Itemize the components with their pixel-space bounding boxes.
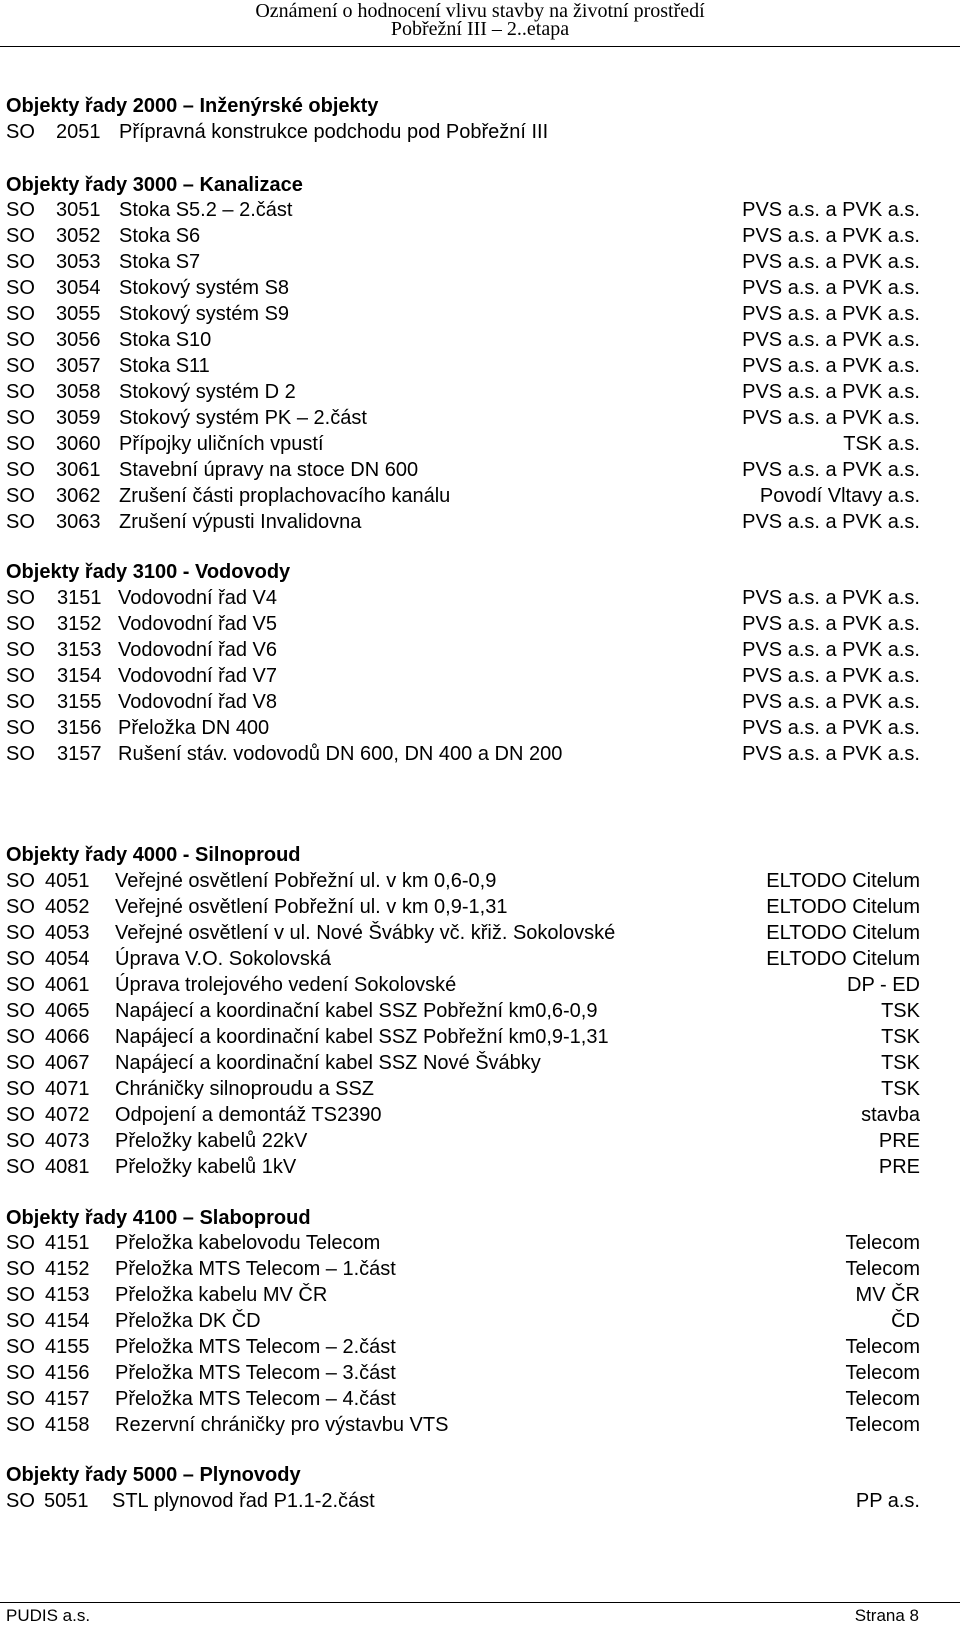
list-item [6,998,920,1025]
section-title: Objekty řady 4000 - Silnoproud [6,844,301,866]
investor: PVS a.s. a PVK a.s. [742,277,920,299]
investor: PP a.s. [855,1490,920,1512]
so-label: SO [6,1362,35,1384]
so-label: SO [6,1156,35,1178]
object-name: Odpojení a demontáž TS2390 [115,1104,382,1126]
investor: PVS a.s. a PVK a.s. [742,329,920,351]
list-item [6,457,920,484]
object-name: Přípravná konstrukce podchodu pod Pobřežní III [119,121,549,143]
so-label: SO [6,691,35,713]
so-label: SO [6,329,35,351]
object-number: 4156 [45,1362,90,1384]
list-item [6,353,920,380]
investor: PVS a.s. a PVK a.s. [742,225,920,247]
investor: PRE [878,1156,920,1178]
object-name: Rezervní chráničky pro výstavbu VTS [115,1414,449,1436]
investor: PVS a.s. a PVK a.s. [742,743,920,765]
investor: PVS a.s. a PVK a.s. [742,251,920,273]
so-label: SO [6,1052,35,1074]
object-number: 5051 [44,1490,89,1512]
investor: Telecom [845,1388,920,1410]
so-label: SO [6,870,35,892]
list-item [6,1386,920,1413]
investor: PVS a.s. a PVK a.s. [742,381,920,403]
so-label: SO [6,225,35,247]
object-number: 3155 [57,691,102,713]
object-number: 4151 [45,1232,90,1254]
so-label: SO [6,922,35,944]
object-name: Přeložka DN 400 [118,717,270,739]
list-item [6,663,920,690]
object-name: Stoka S5.2 – 2.část [119,199,293,221]
object-name: Vodovodní řad V7 [118,665,278,687]
so-label: SO [6,485,35,507]
so-label: SO [6,1284,35,1306]
section-title: Objekty řady 3000 – Kanalizace [6,174,303,196]
object-number: 3152 [57,613,102,635]
so-label: SO [6,1414,35,1436]
investor: PVS a.s. a PVK a.s. [742,355,920,377]
object-name: Zrušení výpusti Invalidovna [119,511,362,533]
list-item [6,1024,920,1051]
section-title: Objekty řady 5000 – Plynovody [6,1464,301,1486]
investor: TSK [881,1052,920,1074]
so-label: SO [6,381,35,403]
object-number: 3053 [56,251,101,273]
object-number: 4073 [45,1130,90,1152]
object-number: 4158 [45,1414,90,1436]
so-label: SO [6,121,35,143]
investor: ELTODO Citelum [766,922,920,944]
object-name: Přeložka MTS Telecom – 2.část [115,1336,396,1358]
investor: PVS a.s. a PVK a.s. [742,199,920,221]
object-number: 4067 [45,1052,90,1074]
object-number: 4072 [45,1104,90,1126]
object-number: 4051 [45,870,90,892]
so-label: SO [6,1310,35,1332]
so-label: SO [6,433,35,455]
object-number: 4054 [45,948,90,970]
list-item [6,1230,920,1257]
object-number: 3057 [56,355,101,377]
object-number: 3154 [57,665,102,687]
document-header-title: Oznámení o hodnocení vlivu stavby na životní prostředí [255,0,705,22]
list-item [6,894,920,921]
investor: PVS a.s. a PVK a.s. [742,691,920,713]
object-name: Přeložka DK ČD [115,1310,261,1332]
object-name: Chráničky silnoproudu a SSZ [115,1078,375,1100]
object-number: 3060 [56,433,101,455]
so-label: SO [6,1000,35,1022]
so-label: SO [6,277,35,299]
list-item [6,715,920,742]
investor: ELTODO Citelum [766,896,920,918]
object-name: Stoka S6 [119,225,201,247]
investor: Telecom [845,1232,920,1254]
object-number: 4153 [45,1284,90,1306]
investor: Telecom [845,1336,920,1358]
so-label: SO [6,1490,35,1512]
object-name: Stoka S7 [119,251,201,273]
list-item [6,1050,920,1077]
object-name: Stoka S10 [119,329,212,351]
section-title: Objekty řady 2000 – Inženýrské objekty [6,95,379,117]
investor: Telecom [845,1414,920,1436]
so-label: SO [6,1258,35,1280]
object-number: 4052 [45,896,90,918]
list-item [6,119,920,146]
object-name: Vodovodní řad V4 [118,587,278,609]
document-header-subtitle: Pobřežní III – 2..etapa [390,18,570,40]
object-name: Přeložka kabelovodu Telecom [115,1232,381,1254]
list-item [6,637,920,664]
object-name: Stokový systém S8 [119,277,290,299]
object-name: Stokový systém D 2 [119,381,296,403]
footer-divider [0,1602,960,1603]
so-label: SO [6,303,35,325]
object-number: 3157 [57,743,102,765]
investor: TSK [881,1026,920,1048]
object-number: 3055 [56,303,101,325]
so-label: SO [6,1232,35,1254]
object-name: Přípojky uličních vpustí [119,433,324,455]
list-item [6,431,920,458]
object-number: 4071 [45,1078,90,1100]
object-name: Veřejné osvětlení v ul. Nové Švábky vč. křiž. Sokolovské [115,922,616,944]
object-name: Přeložka MTS Telecom – 3.část [115,1362,396,1384]
investor: TSK [881,1000,920,1022]
object-number: 3061 [56,459,101,481]
object-number: 3058 [56,381,101,403]
object-name: Stokový systém PK – 2.část [119,407,367,429]
so-label: SO [6,896,35,918]
list-item [6,301,920,328]
so-label: SO [6,743,35,765]
investor: Povodí Vltavy a.s. [759,485,920,507]
investor: ELTODO Citelum [766,948,920,970]
footer-page-number: Strana 8 [854,1606,919,1625]
so-label: SO [6,1130,35,1152]
object-name: Přeložka MTS Telecom – 4.část [115,1388,396,1410]
so-label: SO [6,1388,35,1410]
so-label: SO [6,717,35,739]
object-name: Veřejné osvětlení Pobřežní ul. v km 0,6-0,9 [115,870,497,892]
object-number: 4157 [45,1388,90,1410]
object-name: Napájecí a koordinační kabel SSZ Pobřežní km0,9-1,31 [115,1026,609,1048]
list-item [6,1102,920,1129]
investor: stavba [861,1104,920,1126]
so-label: SO [6,459,35,481]
investor: PRE [878,1130,920,1152]
so-label: SO [6,1104,35,1126]
list-item [6,509,920,536]
object-name: Stavební úpravy na stoce DN 600 [119,459,419,481]
object-name: Přeložka MTS Telecom – 1.část [115,1258,396,1280]
object-name: Přeložky kabelů 1kV [115,1156,297,1178]
object-name: Rušení stáv. vodovodů DN 600, DN 400 a DN 200 [118,743,563,765]
header-divider [0,46,960,47]
list-item [6,920,920,947]
object-name: Vodovodní řad V6 [118,639,278,661]
investor: PVS a.s. a PVK a.s. [742,639,920,661]
list-item [6,689,920,716]
footer-company: PUDIS a.s. [6,1606,91,1625]
object-name: Napájecí a koordinační kabel SSZ Pobřežní km0,6-0,9 [115,1000,598,1022]
list-item [6,1282,920,1309]
object-number: 4081 [45,1156,90,1178]
object-name: Přeložky kabelů 22kV [115,1130,308,1152]
object-name: Veřejné osvětlení Pobřežní ul. v km 0,9-1,31 [115,896,508,918]
so-label: SO [6,639,35,661]
list-item [6,275,920,302]
list-item [6,1334,920,1361]
object-number: 4155 [45,1336,90,1358]
object-name: Vodovodní řad V8 [118,691,278,713]
object-number: 4152 [45,1258,90,1280]
list-item [6,223,920,250]
investor: PVS a.s. a PVK a.s. [742,511,920,533]
object-number: 3153 [57,639,102,661]
object-name: Úprava V.O. Sokolovská [115,948,332,970]
object-name: Vodovodní řad V5 [118,613,278,635]
so-label: SO [6,355,35,377]
list-item [6,741,920,768]
object-number: 2051 [56,121,101,143]
list-item [6,972,920,999]
object-number: 4154 [45,1310,90,1332]
investor: TSK [881,1078,920,1100]
object-number: 3056 [56,329,101,351]
investor: PVS a.s. a PVK a.s. [742,665,920,687]
list-item [6,611,920,638]
list-item [6,1308,920,1335]
object-name: STL plynovod řad P1.1-2.část [112,1490,375,1512]
object-number: 3052 [56,225,101,247]
object-name: Napájecí a koordinační kabel SSZ Nové Švábky [115,1052,541,1074]
investor: TSK a.s. [843,433,920,455]
so-label: SO [6,613,35,635]
investor: ELTODO Citelum [766,870,920,892]
object-name: Zrušení části proplachovacího kanálu [119,485,451,507]
list-item [6,1412,920,1439]
object-number: 4065 [45,1000,90,1022]
object-number: 4061 [45,974,90,996]
so-label: SO [6,199,35,221]
investor: PVS a.s. a PVK a.s. [742,613,920,635]
so-label: SO [6,251,35,273]
object-number: 3054 [56,277,101,299]
investor: MV ČR [855,1284,920,1306]
so-label: SO [6,948,35,970]
so-label: SO [6,587,35,609]
object-number: 3051 [56,199,101,221]
object-number: 3151 [57,587,102,609]
so-label: SO [6,665,35,687]
investor: Telecom [845,1258,920,1280]
list-item [6,1154,920,1181]
so-label: SO [6,974,35,996]
object-name: Stokový systém S9 [119,303,290,325]
object-number: 3062 [56,485,101,507]
object-name: Přeložka kabelu MV ČR [115,1284,328,1306]
object-name: Úprava trolejového vedení Sokolovské [115,974,457,996]
list-item [6,379,920,406]
list-item [6,1360,920,1387]
object-number: 4053 [45,922,90,944]
object-number: 4066 [45,1026,90,1048]
so-label: SO [6,1336,35,1358]
list-item [6,249,920,276]
object-number: 3059 [56,407,101,429]
list-item [6,197,920,224]
investor: Telecom [845,1362,920,1384]
so-label: SO [6,511,35,533]
list-item [6,1128,920,1155]
investor: PVS a.s. a PVK a.s. [742,459,920,481]
list-item [6,1076,920,1103]
list-item [6,868,920,895]
object-name: Stoka S11 [119,355,210,377]
section-title: Objekty řady 3100 - Vodovody [6,561,291,583]
so-label: SO [6,1026,35,1048]
investor: PVS a.s. a PVK a.s. [742,303,920,325]
list-item [6,1256,920,1283]
investor: PVS a.s. a PVK a.s. [742,587,920,609]
so-label: SO [6,1078,35,1100]
section-title: Objekty řady 4100 – Slaboproud [6,1207,311,1229]
list-item [6,405,920,432]
so-label: SO [6,407,35,429]
list-item [6,946,920,973]
list-item [6,327,920,354]
list-item [6,1488,920,1515]
investor: ČD [891,1310,920,1332]
object-number: 3063 [56,511,101,533]
investor: PVS a.s. a PVK a.s. [742,717,920,739]
list-item [6,585,920,612]
object-number: 3156 [57,717,102,739]
list-item [6,483,920,510]
investor: DP - ED [847,974,920,996]
investor: PVS a.s. a PVK a.s. [742,407,920,429]
